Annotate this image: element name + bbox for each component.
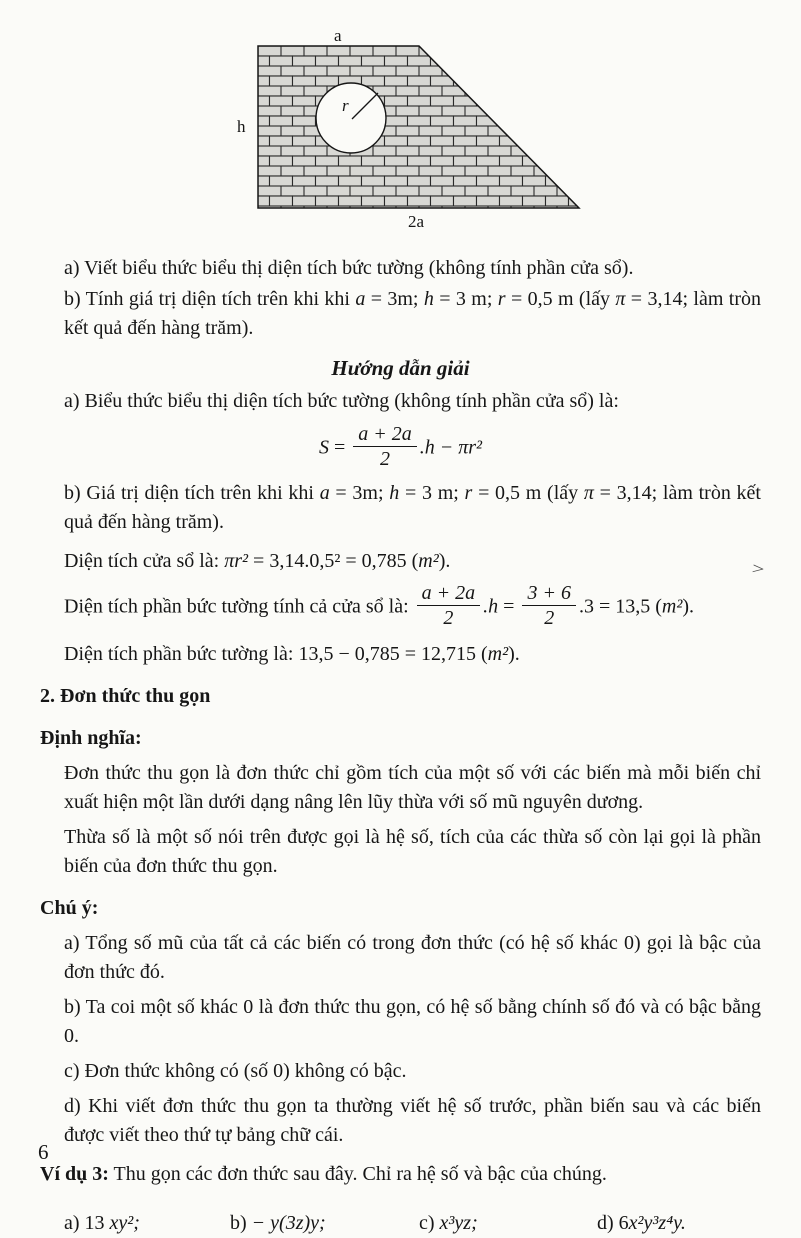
text-run: 13,5 − 0,785 = 12,715 (	[298, 642, 488, 665]
fraction	[414, 582, 484, 630]
definition-paragraph-2	[64, 823, 761, 881]
wall-shape	[258, 46, 579, 208]
figure-label-h: h	[237, 117, 246, 136]
text-run: c) Đơn thức không có (số 0) không có bậc.	[64, 1059, 407, 1082]
pen-mark	[751, 559, 766, 579]
math-run: xy²;	[109, 1211, 140, 1234]
math-var: a	[319, 481, 330, 504]
text-run: a) Viết biểu thức biểu thị diện tích bức tường (không tính phần cửa sổ).	[64, 257, 634, 279]
math-var: π	[583, 481, 594, 504]
equals-sign: =	[328, 436, 351, 459]
fraction-denominator: 2	[443, 607, 454, 630]
text-run: = 3 m;	[433, 288, 498, 310]
text-run: Thừa số là một số nói trên được gọi là hệ số, tích của các thừa số còn lại gọi là phần biến của đơn thức thu gọn.	[64, 825, 761, 877]
text-run: = 3,14; làm tròn kết quả đến hàng trăm).	[64, 288, 761, 339]
text-run: Đơn thức thu gọn là đơn thức chỉ gồm tích của một số với các biến mà mỗi biến chỉ xuất hiện một lần dưới dạng nâng lên lũy thừa với số mũ nguyên dương.	[64, 761, 761, 813]
text-run: = 3,14.0,5² = 0,785 (	[248, 549, 419, 572]
example-heading: Ví dụ 3:	[40, 1162, 109, 1185]
page-number-text: 6	[38, 1140, 49, 1164]
text-run: =	[498, 595, 520, 618]
section-title	[40, 681, 761, 711]
math-run: m²	[661, 595, 683, 618]
definition-paragraph-1	[64, 759, 761, 817]
example-item-d	[597, 1209, 686, 1238]
solution-item-b	[64, 479, 761, 537]
window-area-line	[64, 547, 761, 576]
math-run: m²	[487, 642, 509, 665]
math-var: a	[355, 288, 366, 310]
figure-label-2a: 2a	[408, 212, 425, 231]
text-run: a) Tổng số mũ của tất cả các biến có trong đơn thức (có hệ số khác 0) gọi là bậc của đơn thức đó.	[64, 931, 761, 983]
text-run: Diện tích phần bức tường tính cả cửa sổ là:	[64, 595, 414, 618]
text-run: ).	[682, 595, 695, 618]
math-var: h	[423, 288, 434, 310]
text-run: = 3m;	[329, 481, 390, 504]
text-run: = 0,5 m (lấy	[472, 481, 584, 504]
fraction-numerator: 3 + 6	[522, 582, 576, 606]
text-run: b)	[230, 1211, 252, 1234]
heading-text: Chú ý:	[40, 896, 99, 919]
text-run: d) 6	[597, 1211, 629, 1234]
text-run: ).	[438, 549, 451, 572]
note-heading	[40, 893, 761, 923]
text-run: b) Tính giá trị diện tích trên khi khi	[64, 288, 356, 310]
problem-item-b	[64, 285, 761, 343]
fraction-denominator: 2	[379, 448, 390, 471]
math-run: m²	[418, 549, 439, 572]
example-heading-line	[40, 1160, 761, 1189]
text-run: Thu gọn các đơn thức sau đây. Chỉ ra hệ số và bậc của chúng.	[108, 1162, 607, 1185]
figure-label-r: r	[342, 96, 349, 115]
heading-text: Định nghĩa:	[40, 726, 142, 749]
wall-total-line	[64, 581, 761, 632]
text-run: a) Biểu thức biểu thị diện tích bức tường (không tính phần cửa sổ) là:	[64, 390, 619, 412]
solution-heading	[40, 353, 761, 383]
text-run: c)	[419, 1211, 440, 1234]
text-run: = 3,14; làm tròn kết quả đến hàng trăm).	[64, 481, 761, 533]
example-items	[64, 1209, 761, 1238]
formula-lhs: S	[318, 436, 329, 459]
fraction	[350, 423, 420, 471]
math-var: r	[497, 288, 506, 310]
math-var: π	[615, 288, 626, 310]
math-run: πr²	[224, 549, 249, 572]
math-run: .h	[483, 595, 499, 618]
page-number	[38, 1140, 49, 1165]
figure-label-a: a	[334, 30, 342, 45]
text-run: a) 13	[64, 1211, 110, 1234]
wall-final-line	[64, 640, 761, 669]
fraction-denominator: 2	[544, 607, 555, 630]
pen-mark-glyph: >	[750, 559, 766, 579]
fraction	[519, 582, 579, 630]
problem-item-a	[64, 254, 761, 283]
fraction-numerator: a + 2a	[417, 582, 481, 606]
window-circle	[316, 83, 386, 153]
math-run: x³yz;	[439, 1211, 478, 1234]
wall-figure-svg	[232, 30, 600, 242]
example-item-a	[64, 1209, 230, 1238]
text-run: ).	[508, 642, 520, 665]
wall-figure	[232, 30, 761, 244]
text-run: .3 = 13,5 (	[578, 595, 662, 618]
text-run: = 3m;	[365, 288, 424, 310]
math-var: r	[464, 481, 473, 504]
fraction-numerator: a + 2a	[353, 423, 417, 447]
heading-text: Hướng dẫn giải	[331, 356, 470, 380]
math-run: x²y³z⁴y.	[628, 1211, 686, 1234]
text-run: d) Khi viết đơn thức thu gọn ta thường viết hệ số trước, phần biến sau và các biến được viết theo thứ tự bảng chữ cái.	[64, 1094, 761, 1146]
formula-wall-area	[40, 425, 761, 473]
text-run: Diện tích phần bức tường là:	[64, 642, 299, 665]
note-item-d	[64, 1092, 761, 1150]
text-run: = 0,5 m (lấy	[505, 288, 616, 310]
note-item-a	[64, 929, 761, 987]
text-run: = 3 m;	[399, 481, 465, 504]
math-var: h	[389, 481, 400, 504]
example-item-c	[419, 1209, 597, 1238]
math-run: − y(3z)y;	[251, 1211, 326, 1234]
definition-heading	[40, 723, 761, 753]
note-item-b	[64, 993, 761, 1051]
note-item-c	[64, 1057, 761, 1086]
text-run: b) Giá trị diện tích trên khi khi	[64, 481, 320, 504]
text-run: Diện tích cửa sổ là:	[64, 549, 225, 572]
text-run: b) Ta coi một số khác 0 là đơn thức thu gọn, có hệ số bằng chính số đó và có bậc bằng 0.	[64, 995, 761, 1047]
example-item-b	[230, 1209, 419, 1238]
formula-tail: .h − πr²	[419, 436, 483, 459]
heading-text: 2. Đơn thức thu gọn	[40, 684, 211, 707]
solution-a-intro	[64, 387, 761, 416]
